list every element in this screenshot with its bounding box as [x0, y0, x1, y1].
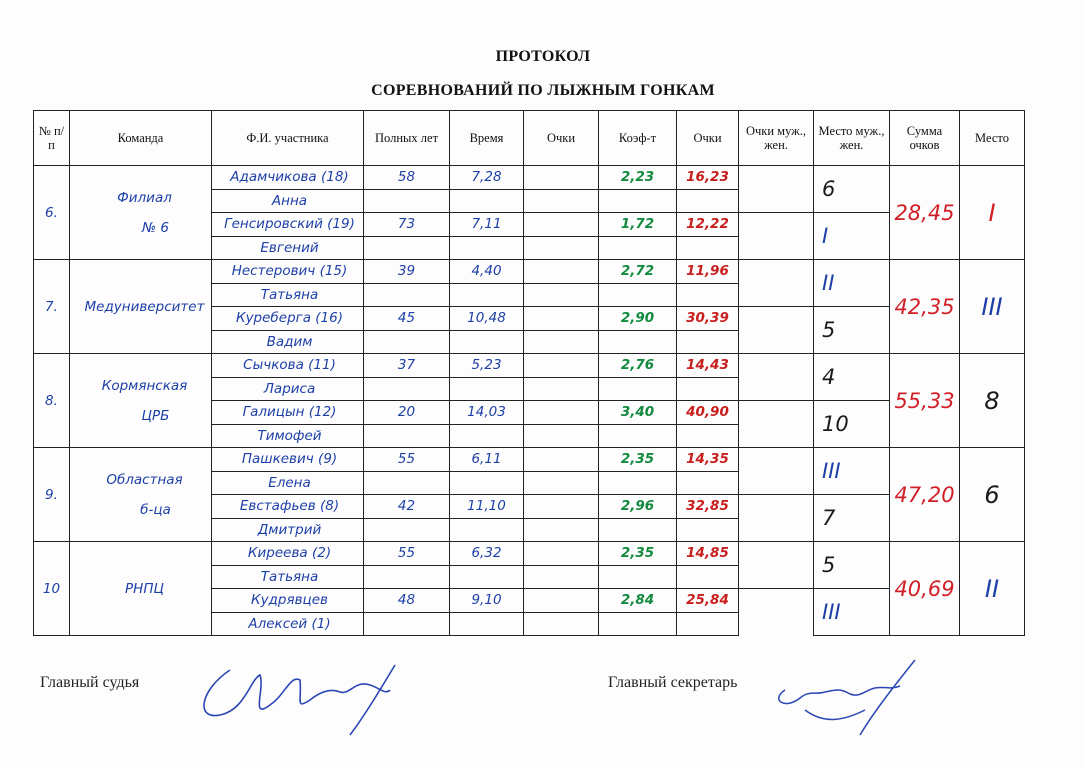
- points-result-cell: 11,96: [677, 260, 739, 284]
- place-mf-cell: III: [814, 448, 890, 495]
- team-name: [70, 166, 212, 260]
- time-cell: [450, 330, 524, 354]
- points-cell: [524, 260, 599, 284]
- coef-cell: 2,35: [599, 542, 677, 566]
- points-mf-cell: [739, 401, 814, 448]
- sum-cell: 28,45: [890, 166, 960, 260]
- points-result-cell: [677, 565, 739, 589]
- points-cell: [524, 518, 599, 542]
- chief-secretary-label: Главный секретарь: [608, 674, 738, 691]
- age-cell: 48: [364, 589, 450, 613]
- points-cell: [524, 236, 599, 260]
- time-cell: 6,32: [450, 542, 524, 566]
- participant-name: Сычкова (11): [212, 354, 364, 378]
- header-cell: Полных лет: [364, 111, 450, 166]
- team-name-line: Филиал: [117, 189, 172, 206]
- time-cell: [450, 236, 524, 260]
- points-result-cell: [677, 424, 739, 448]
- points-cell: [524, 377, 599, 401]
- age-cell: 37: [364, 354, 450, 378]
- coef-cell: 2,84: [599, 589, 677, 613]
- points-result-cell: [677, 283, 739, 307]
- coef-cell: [599, 424, 677, 448]
- row-number: 8.: [34, 354, 70, 448]
- participant-name: Адамчикова (18): [212, 166, 364, 190]
- points-result-cell: [677, 471, 739, 495]
- header-cell: Коэф-т: [599, 111, 677, 166]
- participant-name: Киреева (2): [212, 542, 364, 566]
- points-result-cell: [677, 377, 739, 401]
- coef-cell: 2,23: [599, 166, 677, 190]
- age-cell: [364, 471, 450, 495]
- age-cell: [364, 189, 450, 213]
- time-cell: 4,40: [450, 260, 524, 284]
- place-cell: 6: [960, 448, 1025, 542]
- participant-name: Елена: [212, 471, 364, 495]
- time-cell: [450, 471, 524, 495]
- header-cell: Очки муж., жен.: [739, 111, 814, 166]
- time-cell: [450, 565, 524, 589]
- row-number: 9.: [34, 448, 70, 542]
- header-cell: Ф.И. участника: [212, 111, 364, 166]
- place-mf-cell: III: [814, 589, 890, 636]
- age-cell: 55: [364, 542, 450, 566]
- header-cell: Сумма очков: [890, 111, 960, 166]
- coef-cell: [599, 283, 677, 307]
- table-body: [34, 166, 1025, 636]
- points-cell: [524, 471, 599, 495]
- age-cell: 39: [364, 260, 450, 284]
- place-mf-cell: I: [814, 213, 890, 260]
- participant-name: Тимофей: [212, 424, 364, 448]
- header-cell: Команда: [70, 111, 212, 166]
- age-cell: [364, 236, 450, 260]
- participant-name: Генсировский (19): [212, 213, 364, 237]
- table-row: [34, 260, 1025, 284]
- coef-cell: 2,72: [599, 260, 677, 284]
- age-cell: [364, 565, 450, 589]
- points-cell: [524, 166, 599, 190]
- row-number: 6.: [34, 166, 70, 260]
- points-result-cell: 30,39: [677, 307, 739, 331]
- time-cell: [450, 612, 524, 636]
- time-cell: 7,11: [450, 213, 524, 237]
- coef-cell: [599, 471, 677, 495]
- time-cell: [450, 189, 524, 213]
- participant-name: Кудрявцев: [212, 589, 364, 613]
- header-cell: Место: [960, 111, 1025, 166]
- points-cell: [524, 213, 599, 237]
- points-cell: [524, 424, 599, 448]
- age-cell: [364, 612, 450, 636]
- participant-name: Пашкевич (9): [212, 448, 364, 472]
- table-row: [34, 354, 1025, 378]
- table-row: [34, 542, 1025, 566]
- time-cell: 5,23: [450, 354, 524, 378]
- age-cell: [364, 283, 450, 307]
- points-cell: [524, 283, 599, 307]
- time-cell: [450, 377, 524, 401]
- team-name-line: № 6: [142, 219, 169, 236]
- place-cell: 8: [960, 354, 1025, 448]
- place-mf-cell: 10: [814, 401, 890, 448]
- participant-name: Нестерович (15): [212, 260, 364, 284]
- points-result-cell: [677, 330, 739, 354]
- team-name: [70, 448, 212, 542]
- team-name: [70, 542, 212, 636]
- points-cell: [524, 189, 599, 213]
- participant-name: Татьяна: [212, 565, 364, 589]
- team-name-line: РНПЦ: [125, 580, 164, 597]
- participant-name: Галицын (12): [212, 401, 364, 425]
- place-mf-cell: 5: [814, 542, 890, 589]
- points-result-cell: [677, 236, 739, 260]
- time-cell: [450, 518, 524, 542]
- team-name-line: Кормянская: [101, 377, 188, 394]
- coef-cell: 2,90: [599, 307, 677, 331]
- points-result-cell: 14,35: [677, 448, 739, 472]
- coef-cell: [599, 612, 677, 636]
- sum-cell: 40,69: [890, 542, 960, 636]
- time-cell: 7,28: [450, 166, 524, 190]
- age-cell: [364, 518, 450, 542]
- coef-cell: [599, 330, 677, 354]
- points-mf-cell: [739, 307, 814, 354]
- points-result-cell: 12,22: [677, 213, 739, 237]
- age-cell: 20: [364, 401, 450, 425]
- points-cell: [524, 448, 599, 472]
- results-table: [33, 110, 1025, 636]
- team-name-line: ЦРБ: [141, 407, 170, 424]
- team-name-line: Областная: [106, 471, 183, 488]
- place-cell: III: [960, 260, 1025, 354]
- row-number: 10: [34, 542, 70, 636]
- coef-cell: [599, 377, 677, 401]
- place-mf-cell: II: [814, 260, 890, 307]
- participant-name: Евгений: [212, 236, 364, 260]
- points-result-cell: 14,43: [677, 354, 739, 378]
- points-result-cell: [677, 189, 739, 213]
- time-cell: 6,11: [450, 448, 524, 472]
- points-mf-cell: [739, 495, 814, 542]
- participant-name: Анна: [212, 189, 364, 213]
- time-cell: [450, 424, 524, 448]
- points-result-cell: 14,85: [677, 542, 739, 566]
- document-subtitle: СОРЕВНОВАНИЙ ПО ЛЫЖНЫМ ГОНКАМ: [371, 82, 715, 99]
- place-mf-cell: 5: [814, 307, 890, 354]
- age-cell: [364, 424, 450, 448]
- chief-judge-label: Главный судья: [40, 674, 140, 691]
- points-cell: [524, 330, 599, 354]
- header-cell: № п/п: [34, 111, 70, 166]
- points-result-cell: 25,84: [677, 589, 739, 613]
- points-result-cell: 32,85: [677, 495, 739, 519]
- points-mf-cell: [739, 542, 814, 589]
- table-row: [34, 448, 1025, 472]
- coef-cell: [599, 189, 677, 213]
- coef-cell: [599, 518, 677, 542]
- points-cell: [524, 354, 599, 378]
- points-cell: [524, 612, 599, 636]
- team-name: [70, 354, 212, 448]
- place-mf-cell: 4: [814, 354, 890, 401]
- participant-name: Дмитрий: [212, 518, 364, 542]
- participant-name: Алексей (1): [212, 612, 364, 636]
- age-cell: 73: [364, 213, 450, 237]
- points-mf-cell: [739, 448, 814, 495]
- points-cell: [524, 495, 599, 519]
- place-mf-cell: 6: [814, 166, 890, 213]
- points-cell: [524, 401, 599, 425]
- team-name-line: Медуниверситет: [84, 298, 205, 315]
- points-result-cell: 16,23: [677, 166, 739, 190]
- points-result-cell: [677, 518, 739, 542]
- header-cell: Очки: [524, 111, 599, 166]
- sum-cell: 47,20: [890, 448, 960, 542]
- sum-cell: 55,33: [890, 354, 960, 448]
- team-name: [70, 260, 212, 354]
- time-cell: [450, 283, 524, 307]
- participant-name: Евстафьев (8): [212, 495, 364, 519]
- row-number: 7.: [34, 260, 70, 354]
- age-cell: 45: [364, 307, 450, 331]
- header-row: [34, 111, 1025, 166]
- participant-name: Татьяна: [212, 283, 364, 307]
- place-cell: I: [960, 166, 1025, 260]
- place-cell: II: [960, 542, 1025, 636]
- coef-cell: [599, 236, 677, 260]
- time-cell: 10,48: [450, 307, 524, 331]
- place-mf-cell: 7: [814, 495, 890, 542]
- points-cell: [524, 307, 599, 331]
- participant-name: Лариса: [212, 377, 364, 401]
- age-cell: 55: [364, 448, 450, 472]
- participant-name: Куреберга (16): [212, 307, 364, 331]
- age-cell: [364, 377, 450, 401]
- points-mf-cell: [739, 589, 814, 636]
- age-cell: 58: [364, 166, 450, 190]
- header-cell: Время: [450, 111, 524, 166]
- coef-cell: 2,35: [599, 448, 677, 472]
- points-mf-cell: [739, 354, 814, 401]
- judge-signature: [190, 650, 420, 740]
- time-cell: 14,03: [450, 401, 524, 425]
- sum-cell: 42,35: [890, 260, 960, 354]
- header-cell: Очки: [677, 111, 739, 166]
- time-cell: 11,10: [450, 495, 524, 519]
- coef-cell: 2,96: [599, 495, 677, 519]
- points-cell: [524, 542, 599, 566]
- coef-cell: 2,76: [599, 354, 677, 378]
- participant-name: Вадим: [212, 330, 364, 354]
- secretary-signature: [765, 650, 945, 740]
- coef-cell: [599, 565, 677, 589]
- header-cell: Место муж., жен.: [814, 111, 890, 166]
- coef-cell: 3,40: [599, 401, 677, 425]
- points-mf-cell: [739, 213, 814, 260]
- points-cell: [524, 565, 599, 589]
- time-cell: 9,10: [450, 589, 524, 613]
- age-cell: [364, 330, 450, 354]
- table-row: [34, 166, 1025, 190]
- document-title: ПРОТОКОЛ: [495, 48, 591, 65]
- points-cell: [524, 589, 599, 613]
- age-cell: 42: [364, 495, 450, 519]
- points-result-cell: [677, 612, 739, 636]
- team-name-line: б-ца: [140, 501, 171, 518]
- coef-cell: 1,72: [599, 213, 677, 237]
- points-mf-cell: [739, 260, 814, 307]
- points-mf-cell: [739, 166, 814, 213]
- points-result-cell: 40,90: [677, 401, 739, 425]
